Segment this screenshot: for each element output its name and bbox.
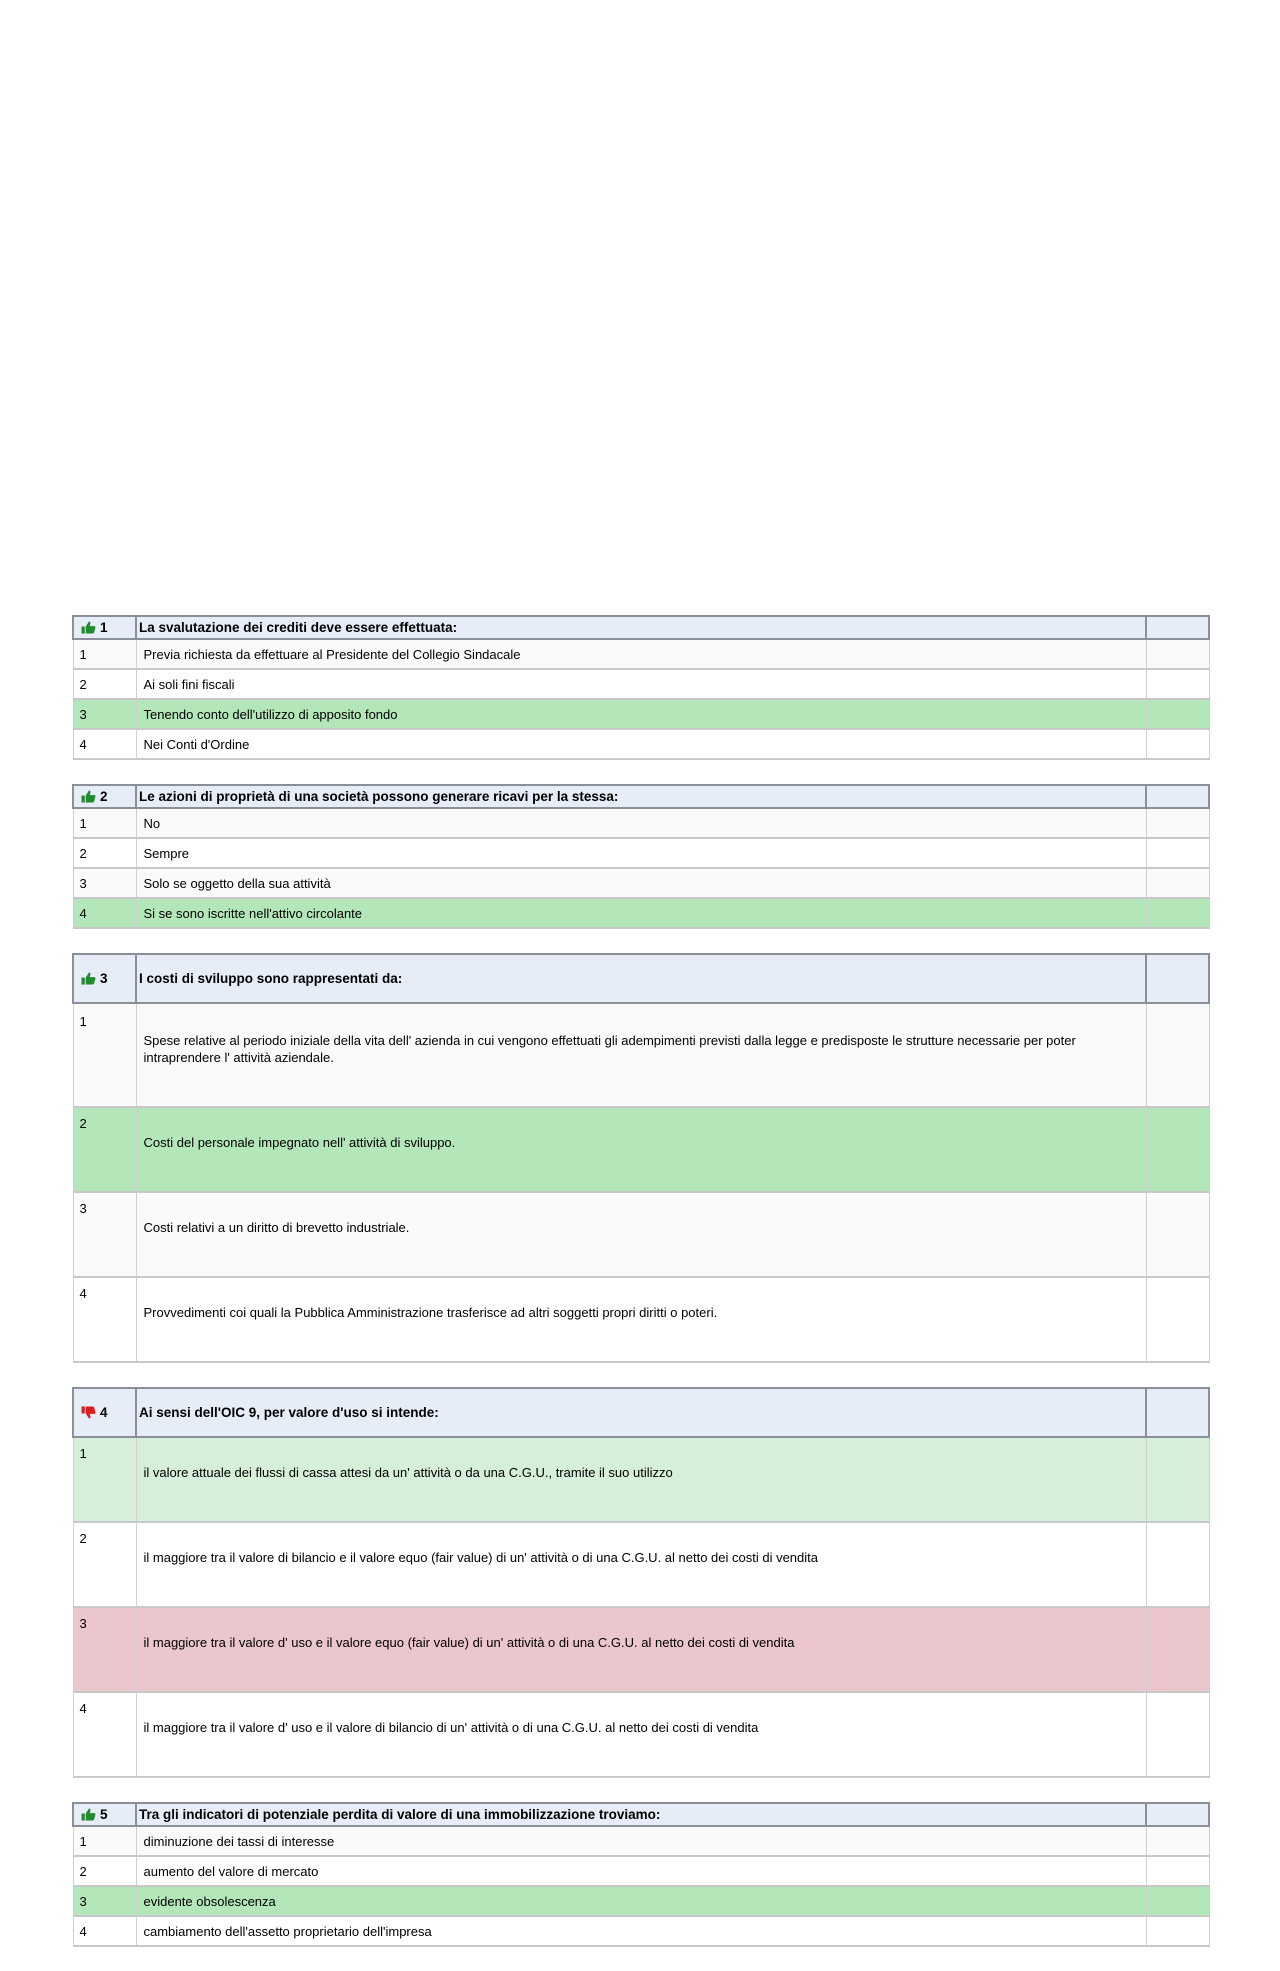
question-header (73, 785, 1209, 808)
option-text: aumento del valore di mercato (136, 1856, 1146, 1886)
option-row-correct (73, 898, 1209, 928)
option-row (73, 1916, 1209, 1946)
option-empty-cell (1146, 1692, 1209, 1777)
option-empty-cell (1146, 1522, 1209, 1607)
option-number: 3 (73, 1886, 136, 1916)
option-number: 2 (73, 1856, 136, 1886)
question-header (73, 616, 1209, 639)
question-5-table (72, 1802, 1210, 1947)
option-row (73, 1826, 1209, 1856)
option-text: cambiamento dell'assetto proprietario dell'impresa (136, 1916, 1146, 1946)
question-number: 4 (100, 1405, 108, 1420)
question-number-cell (73, 1803, 136, 1826)
option-empty-cell (1146, 729, 1209, 759)
header-empty-cell (1146, 954, 1209, 1003)
option-text: No (136, 808, 1146, 838)
header-empty-cell (1146, 785, 1209, 808)
question-text: La svalutazione dei crediti deve essere effettuata: (136, 616, 1146, 639)
question-number-cell (73, 954, 136, 1003)
option-number: 2 (73, 1107, 136, 1192)
option-number: 4 (73, 898, 136, 928)
thumbs-up-icon (81, 621, 96, 634)
option-number: 1 (73, 1826, 136, 1856)
option-text: Solo se oggetto della sua attività (136, 868, 1146, 898)
option-empty-cell (1146, 1107, 1209, 1192)
option-empty-cell (1146, 639, 1209, 669)
header-empty-cell (1146, 616, 1209, 639)
option-empty-cell (1146, 898, 1209, 928)
option-text: il valore attuale dei flussi di cassa attesi da un' attività o da una C.G.U., tramite il suo utilizzo (136, 1437, 1146, 1522)
question-3-table (72, 953, 1210, 1363)
option-row (73, 1522, 1209, 1607)
option-row (73, 868, 1209, 898)
option-empty-cell (1146, 699, 1209, 729)
option-empty-cell (1146, 1003, 1209, 1107)
option-number: 3 (73, 1607, 136, 1692)
thumbs-up-icon (81, 1808, 96, 1821)
option-row-correct (73, 1437, 1209, 1522)
header-empty-cell (1146, 1803, 1209, 1826)
option-row-wrong (73, 1607, 1209, 1692)
option-text: Previa richiesta da effettuare al Presidente del Collegio Sindacale (136, 639, 1146, 669)
option-empty-cell (1146, 1916, 1209, 1946)
question-number: 1 (100, 620, 108, 635)
question-text: Tra gli indicatori di potenziale perdita di valore di una immobilizzazione troviamo: (136, 1803, 1146, 1826)
option-number: 4 (73, 1692, 136, 1777)
option-row (73, 1003, 1209, 1107)
option-row (73, 838, 1209, 868)
question-4-table (72, 1387, 1210, 1778)
option-number: 2 (73, 1522, 136, 1607)
option-number: 4 (73, 729, 136, 759)
option-row (73, 1692, 1209, 1777)
option-number: 4 (73, 1916, 136, 1946)
option-empty-cell (1146, 1886, 1209, 1916)
option-empty-cell (1146, 1192, 1209, 1277)
option-number: 3 (73, 1192, 136, 1277)
question-text: Ai sensi dell'OIC 9, per valore d'uso si intende: (136, 1388, 1146, 1437)
option-text: Sempre (136, 838, 1146, 868)
option-text: il maggiore tra il valore d' uso e il valore equo (fair value) di un' attività o di una C.G.U. al netto dei costi di vendita (136, 1607, 1146, 1692)
header-empty-cell (1146, 1388, 1209, 1437)
option-text: Spese relative al periodo iniziale della vita dell' azienda in cui vengono effettuati gli adempimenti previsti dalla legge e predisposte le strutture necessarie per poter intraprendere l' attività aziendale. (136, 1003, 1146, 1107)
question-number-cell (73, 785, 136, 808)
option-number: 1 (73, 639, 136, 669)
option-empty-cell (1146, 1277, 1209, 1362)
option-text: evidente obsolescenza (136, 1886, 1146, 1916)
option-empty-cell (1146, 1826, 1209, 1856)
thumbs-up-icon (81, 790, 96, 803)
option-empty-cell (1146, 669, 1209, 699)
option-row (73, 669, 1209, 699)
option-text: il maggiore tra il valore di bilancio e il valore equo (fair value) di un' attività o di una C.G.U. al netto dei costi di vendita (136, 1522, 1146, 1607)
question-text: Le azioni di proprietà di una società possono generare ricavi per la stessa: (136, 785, 1146, 808)
option-row (73, 729, 1209, 759)
option-number: 2 (73, 838, 136, 868)
option-empty-cell (1146, 838, 1209, 868)
quiz-results (72, 615, 1210, 1971)
option-row (73, 1192, 1209, 1277)
option-empty-cell (1146, 868, 1209, 898)
question-2-table (72, 784, 1210, 929)
question-number: 5 (100, 1807, 108, 1822)
option-row (73, 1856, 1209, 1886)
option-row-correct (73, 699, 1209, 729)
option-number: 1 (73, 808, 136, 838)
question-number-cell (73, 1388, 136, 1437)
thumbs-up-icon (81, 972, 96, 985)
option-empty-cell (1146, 1437, 1209, 1522)
option-text: Si se sono iscritte nell'attivo circolante (136, 898, 1146, 928)
option-text: Costi relativi a un diritto di brevetto industriale. (136, 1192, 1146, 1277)
question-header (73, 954, 1209, 1003)
option-text: Costi del personale impegnato nell' attività di sviluppo. (136, 1107, 1146, 1192)
option-empty-cell (1146, 1856, 1209, 1886)
thumbs-down-icon (81, 1406, 96, 1419)
option-number: 3 (73, 699, 136, 729)
option-row-correct (73, 1886, 1209, 1916)
option-row-correct (73, 1107, 1209, 1192)
option-text: il maggiore tra il valore d' uso e il valore di bilancio di un' attività o di una C.G.U. al netto dei costi di vendita (136, 1692, 1146, 1777)
option-text: Tenendo conto dell'utilizzo di apposito fondo (136, 699, 1146, 729)
option-number: 3 (73, 868, 136, 898)
question-number: 3 (100, 971, 108, 986)
question-text: I costi di sviluppo sono rappresentati da: (136, 954, 1146, 1003)
option-number: 1 (73, 1003, 136, 1107)
option-empty-cell (1146, 1607, 1209, 1692)
question-header (73, 1388, 1209, 1437)
question-header (73, 1803, 1209, 1826)
question-1-table (72, 615, 1210, 760)
option-row (73, 1277, 1209, 1362)
option-number: 2 (73, 669, 136, 699)
option-row (73, 639, 1209, 669)
question-number: 2 (100, 789, 108, 804)
option-text: diminuzione dei tassi di interesse (136, 1826, 1146, 1856)
option-text: Ai soli fini fiscali (136, 669, 1146, 699)
option-empty-cell (1146, 808, 1209, 838)
option-text: Nei Conti d'Ordine (136, 729, 1146, 759)
option-number: 1 (73, 1437, 136, 1522)
option-row (73, 808, 1209, 838)
question-number-cell (73, 616, 136, 639)
option-number: 4 (73, 1277, 136, 1362)
option-text: Provvedimenti coi quali la Pubblica Amministrazione trasferisce ad altri soggetti propri diritti o poteri. (136, 1277, 1146, 1362)
